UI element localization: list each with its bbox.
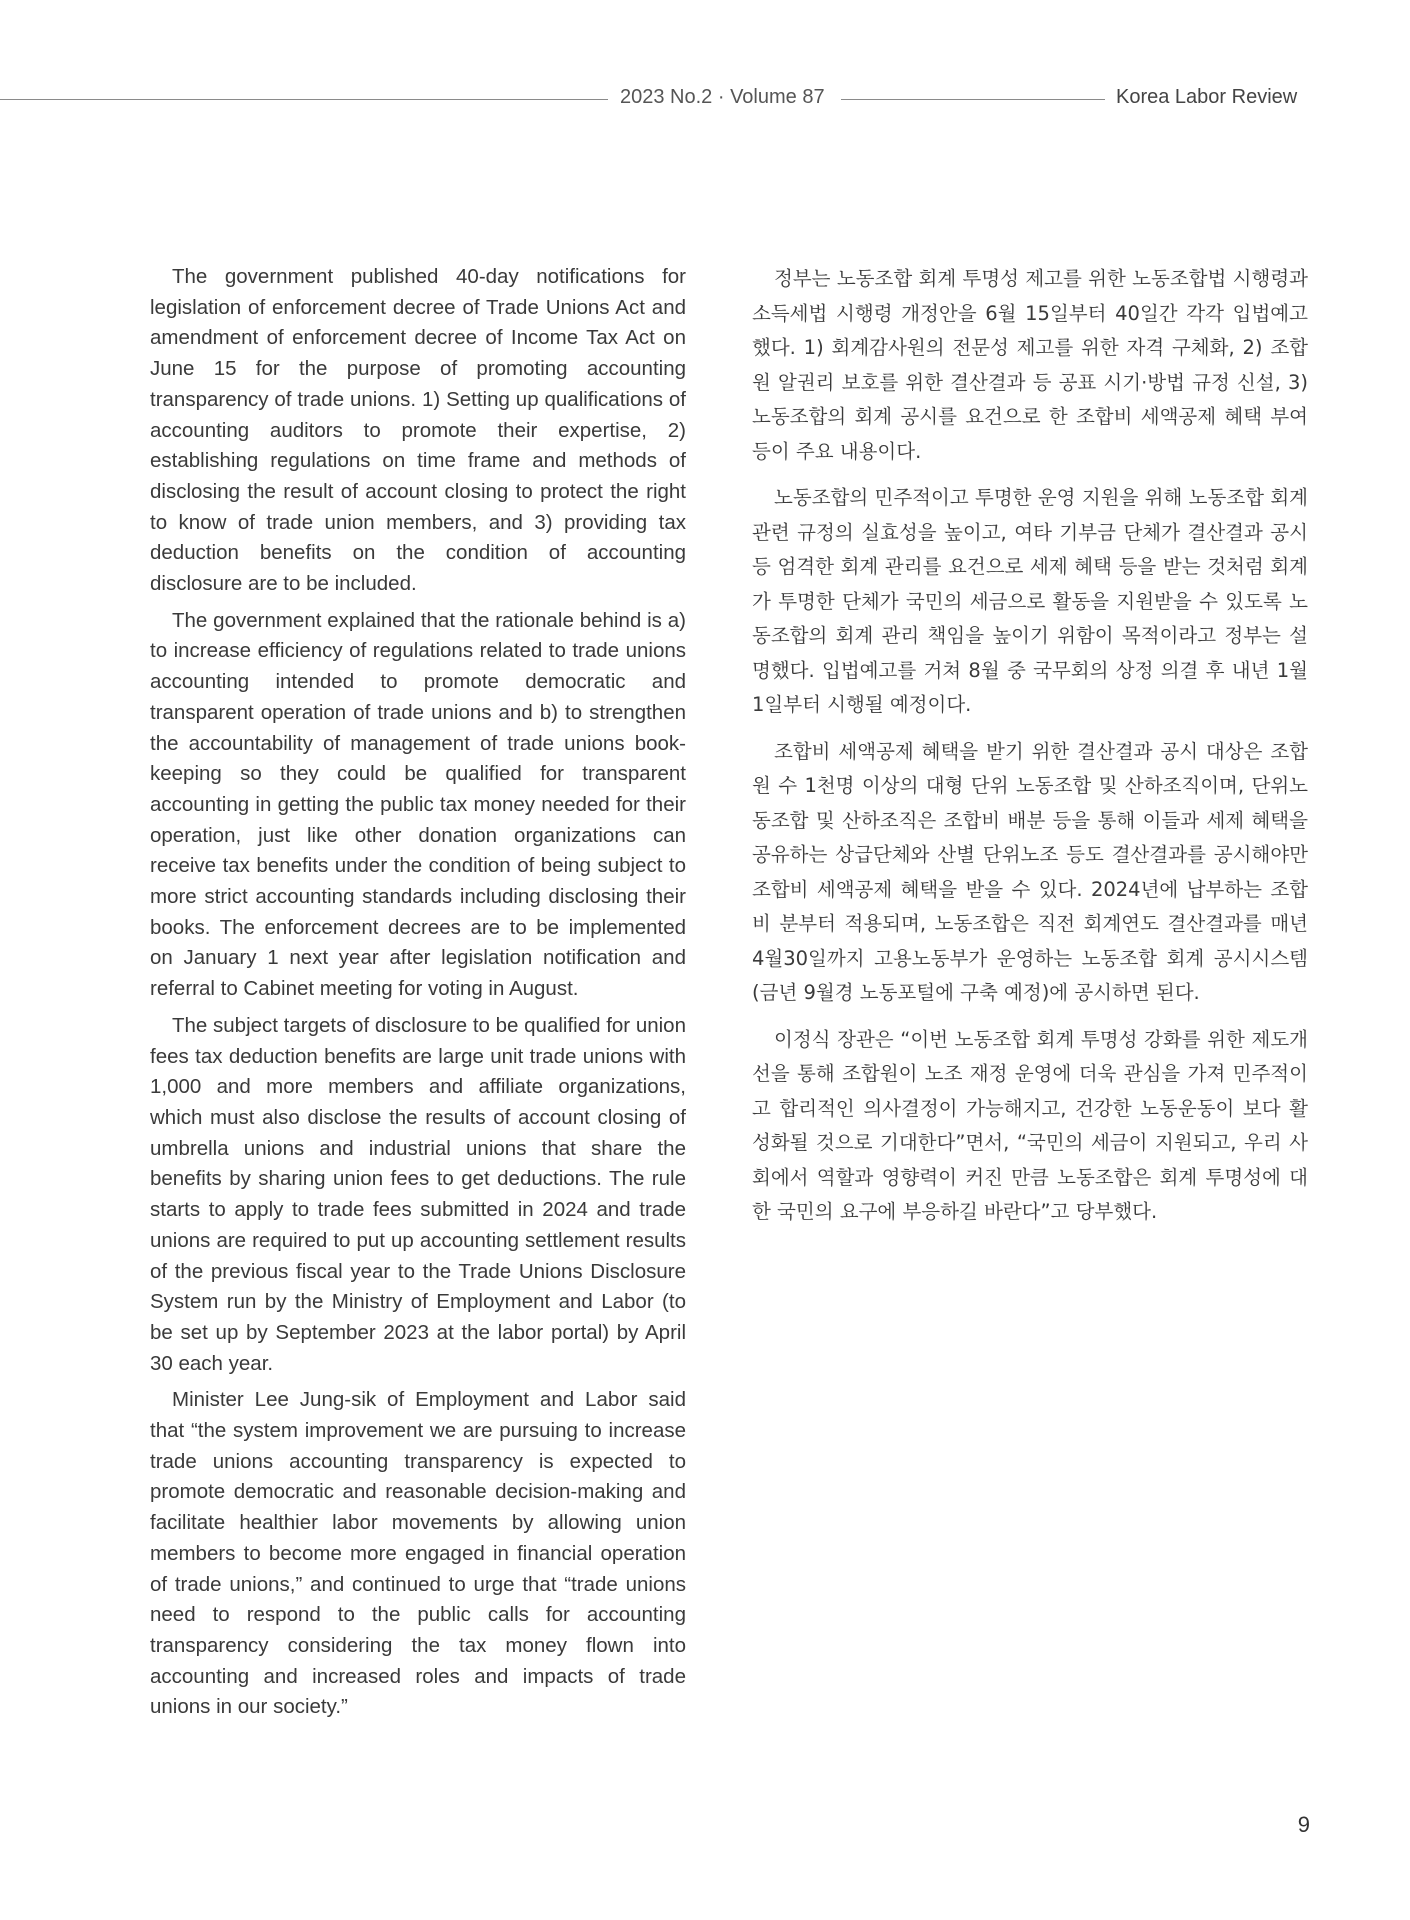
running-header [0,80,1410,120]
page-number: 9 [1297,1812,1310,1837]
header-rule-left [0,99,608,100]
korean-paragraph-3: 조합비 세액공제 혜택을 받기 위한 결산결과 공시 대상은 조합원 수 1천명 이상의 대형 단위 노동조합 및 산하조직이며, 단위노동조합 및 산하조직은 조합비 배분 등을 통해 이들과 세제 혜택을 공유하는 상급단체와 산별 단위노조 등도 결산결과를 공시해야만 조합비 세액공제 혜택을 받을 수 있다. 2024년에 납부하는 조합비 분부터 적용되며, 노동조합은 직전 회계연도 결산결과를 매년 4월30일까지 고용노동부가 운영하는 노동조합 회계 공시시스템(금년 9월경 노동포털에 구축 예정)에 공시하면 된다. [752,739,1308,1004]
issue-label: 2023 No.2 · Volume 87 [620,86,825,108]
english-paragraph-3: The subject targets of disclosure to be qualified for union fees tax deduction benefits are large unit trade unions with 1,000 and more members and affiliate organizations, which must also disclose the results of account closing of umbrella unions and industrial unions that share the benefits by sharing union fees to get deductions. The rule starts to apply to trade fees submitted in 2024 and trade unions are required to put up accounting settlement results of the previous fiscal year to the Trade Unions Disclosure System run by the Ministry of Employment and Labor (to be set up by September 2023 at the labor portal) by April 30 each year. [150,1013,686,1375]
journal-title: Korea Labor Review [1116,86,1298,108]
header-rule-middle [841,99,1105,100]
korean-paragraph-2: 노동조합의 민주적이고 투명한 운영 지원을 위해 노동조합 회계 관련 규정의 실효성을 높이고, 여타 기부금 단체가 결산결과 공시 등 엄격한 회계 관리를 요건으로 세제 혜택 등을 받는 것처럼 회계가 투명한 단체가 국민의 세금으로 활동을 지원받을 수 있도록 노동조합의 회계 관리 책임을 높이기 위함이 목적이라고 정부는 설명했다. 입법예고를 거쳐 8월 중 국무회의 상정 의결 후 내년 1월 1일부터 시행될 예정이다. [752,486,1308,716]
english-paragraph-1: The government published 40-day notifications for legislation of enforcement decree of Trade Unions Act and amendment of enforcement decree of Income Tax Act on June 15 for the purpose of promoting accounting transparency of trade unions. 1) Setting up qualifications of accounting auditors to promote their expertise, 2) establishing regulations on time frame and methods of disclosing the result of account closing to protect the right to know of trade union members, and 3) providing tax deduction benefits on the condition of accounting disclosure are to be included. [150,265,686,596]
korean-paragraph-4: 이정식 장관은 “이번 노동조합 회계 투명성 강화를 위한 제도개선을 통해 조합원이 노조 재정 운영에 더욱 관심을 가져 민주적이고 합리적인 의사결정이 가능해지고, 건강한 노동운동이 보다 활성화될 것으로 기대한다”면서, “국민의 세금이 지원되고, 우리 사회에서 역할과 영향력이 커진 만큼 노동조합은 회계 투명성에 대한 국민의 요구에 부응하길 바란다”고 당부했다. [752,1027,1308,1223]
english-paragraph-4: Minister Lee Jung-sik of Employment and Labor said that “the system improvement we are pursuing to increase trade unions accounting transparency is expected to promote democratic and reasonable decision-making and facilitate healthier labor movements by allowing union members to become more engaged in financial operation of trade unions,” and continued to urge that “trade unions need to respond to the public calls for accounting transparency considering the tax money flown into accounting and increased roles and impacts of trade unions in our society.” [150,1388,686,1719]
english-column [150,262,686,1729]
english-paragraph-2: The government explained that the rationale behind is a) to increase efficiency of regulations related to trade unions accounting intended to promote democratic and transparent operation of trade unions and b) to strengthen the accountability of management of trade unions book-keeping so they could be qualified for transparent accounting in getting the public tax money needed for their operation, just like other donation organizations can receive tax benefits under the condition of being subject to more strict accounting standards including disclosing their books. The enforcement decrees are to be implemented on January 1 next year after legislation notification and referral to Cabinet meeting for voting in August. [150,608,686,1001]
korean-paragraph-1: 정부는 노동조합 회계 투명성 제고를 위한 노동조합법 시행령과 소득세법 시행령 개정안을 6월 15일부터 40일간 각각 입법예고했다. 1) 회계감사원의 전문성 제고를 위한 자격 구체화, 2) 조합원 알권리 보호를 위한 결산결과 등 공표 시기·방법 규정 신설, 3) 노동조합의 회계 공시를 요건으로 한 조합비 세액공제 혜택 부여 등이 주요 내용이다. [752,267,1308,463]
korean-column [752,262,1308,1242]
